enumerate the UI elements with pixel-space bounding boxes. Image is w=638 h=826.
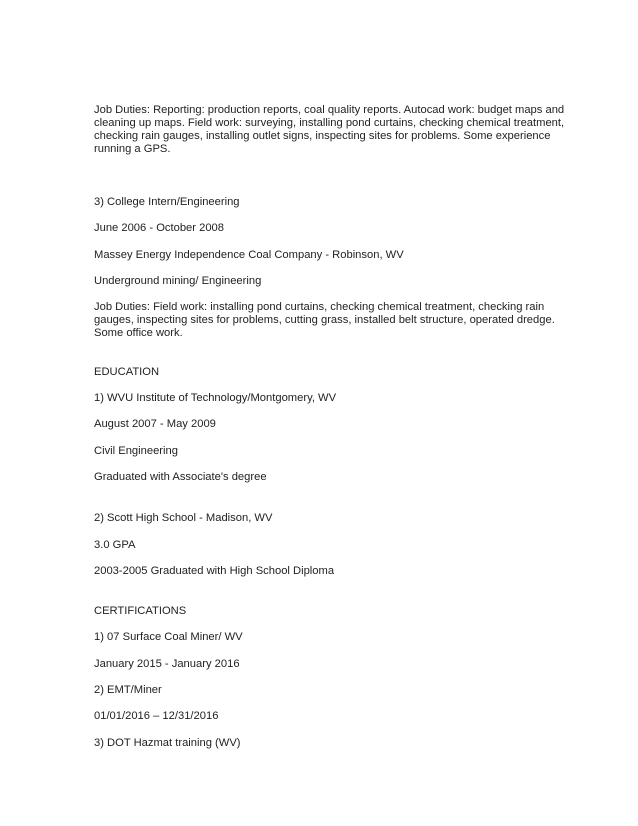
certification-name: 2) EMT/Miner	[94, 684, 162, 696]
school-dates: August 2007 - May 2009	[94, 418, 216, 430]
job-dates: June 2006 - October 2008	[94, 222, 224, 234]
certification-dates: January 2015 - January 2016	[94, 658, 240, 670]
school-name: 2) Scott High School - Madison, WV	[94, 512, 273, 524]
job-company: Massey Energy Independence Coal Company - Robinson, WV	[94, 249, 404, 261]
text-line: running a GPS.	[94, 143, 171, 155]
certification-name: 3) DOT Hazmat training (WV)	[94, 737, 241, 749]
text-line: cleaning up maps. Field work: surveying, installing pond curtains, checking chemical treatment,	[94, 117, 565, 129]
job-title: 3) College Intern/Engineering	[94, 196, 240, 208]
section-heading: CERTIFICATIONS	[94, 605, 187, 617]
school-gpa: 3.0 GPA	[94, 539, 136, 551]
text-line: Job Duties: Reporting: production reports, coal quality reports. Autocad work: budget maps and	[94, 104, 565, 116]
school-degree: Graduated with Associate's degree	[94, 471, 267, 483]
job-field: Underground mining/ Engineering	[94, 275, 262, 287]
text-line: checking rain gauges, installing outlet signs, inspecting sites for problems. Some experience	[94, 130, 551, 142]
certification-dates: 01/01/2016 – 12/31/2016	[94, 710, 219, 722]
school-name: 1) WVU Institute of Technology/Montgomery, WV	[94, 392, 337, 404]
school-degree: 2003-2005 Graduated with High School Diploma	[94, 565, 335, 577]
school-major: Civil Engineering	[94, 445, 178, 457]
text-line: Some office work.	[94, 327, 183, 339]
text-line: gauges, inspecting sites for problems, cutting grass, installed belt structure, operated dredge.	[94, 314, 555, 326]
certification-name: 1) 07 Surface Coal Miner/ WV	[94, 631, 243, 643]
section-heading: EDUCATION	[94, 366, 160, 378]
text-line: Job Duties: Field work: installing pond curtains, checking chemical treatment, checking rain	[94, 301, 545, 313]
